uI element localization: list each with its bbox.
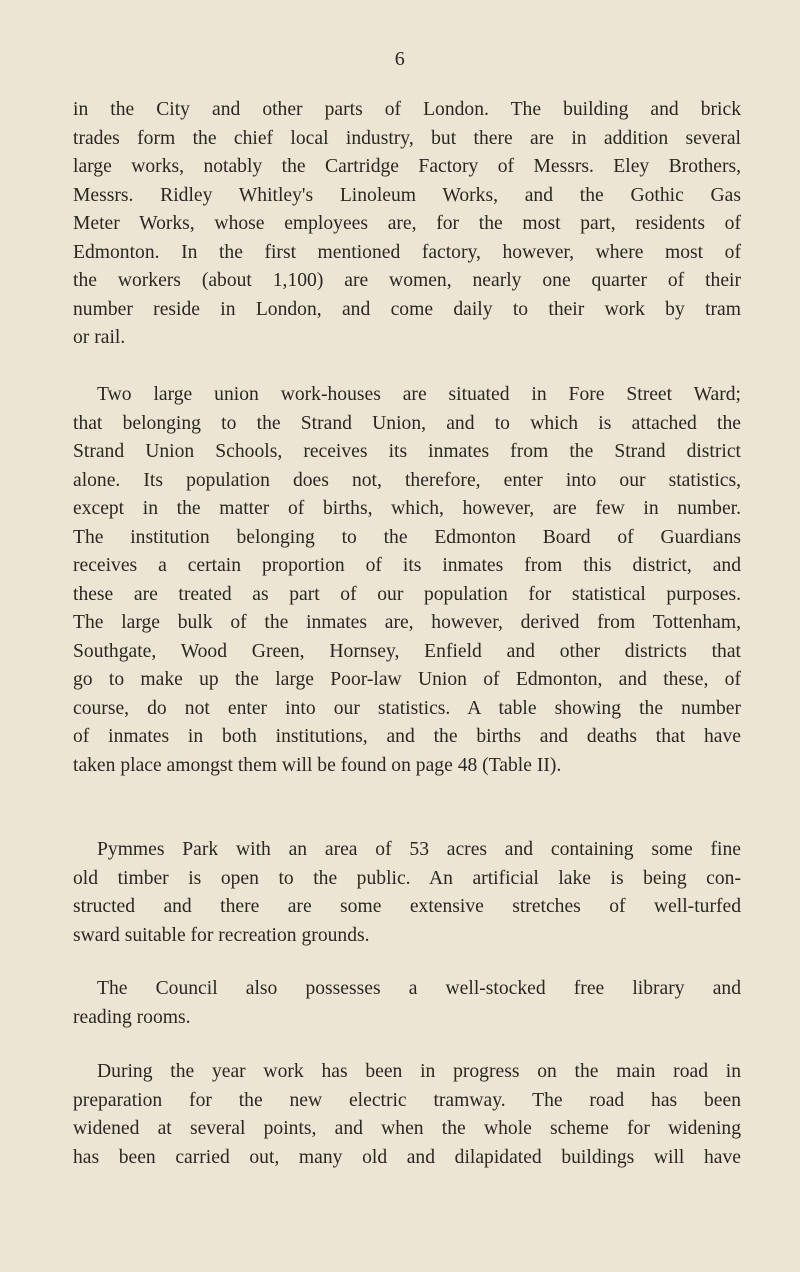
text-line: Messrs. Ridley Whitley's Linoleum Works, and the Gothic Gas bbox=[73, 184, 741, 206]
text-line: go to make up the large Poor-law Union of Edmonton, and these, of bbox=[73, 669, 741, 690]
text-line: Two large union work-houses are situated in Fore Street Ward; bbox=[97, 384, 741, 405]
text-line: in the City and other parts of London. The building and brick bbox=[73, 99, 741, 120]
page-number: 6 bbox=[394, 48, 406, 70]
text-line: taken place amongst them will be found on page 48 (Table II). bbox=[73, 754, 562, 776]
text-line: large works, notably the Cartridge Factory of Messrs. Eley Brothers, bbox=[73, 156, 741, 177]
text-line: preparation for the new electric tramway. The road has been bbox=[73, 1089, 741, 1111]
paragraph-work-houses bbox=[73, 381, 741, 780]
text-line: reading rooms. bbox=[73, 1006, 191, 1028]
text-line: except in the matter of births, which, however, are few in number. bbox=[73, 498, 741, 519]
text-line: the workers (about 1,100) are women, nearly one quarter of their bbox=[73, 270, 741, 291]
text-line: widened at several points, and when the whole scheme for widening bbox=[73, 1118, 741, 1139]
text-line: structed and there are some extensive stretches of well-turfed bbox=[73, 896, 741, 917]
text-line: Southgate, Wood Green, Hornsey, Enfield and other districts that bbox=[73, 640, 741, 662]
text-line: Pymmes Park with an area of 53 acres and containing some fine bbox=[97, 839, 741, 860]
text-line: has been carried out, many old and dilapidated buildings will have bbox=[73, 1146, 741, 1168]
text-line: number reside in London, and come daily to their work by tram bbox=[73, 298, 741, 320]
paragraph-library bbox=[73, 975, 741, 1032]
text-line: The large bulk of the inmates are, however, derived from Tottenham, bbox=[73, 612, 741, 633]
text-line: receives a certain proportion of its inmates from this district, and bbox=[73, 555, 741, 576]
text-line: alone. Its population does not, therefore, enter into our statistics, bbox=[73, 469, 741, 491]
text-line: trades form the chief local industry, but there are in addition several bbox=[73, 127, 741, 149]
paragraph-local-industry bbox=[73, 96, 741, 353]
text-line: old timber is open to the public. An artificial lake is being con- bbox=[73, 867, 741, 889]
text-line: During the year work has been in progress on the main road in bbox=[97, 1061, 741, 1082]
text-line: Meter Works, whose employees are, for the most part, residents of bbox=[73, 213, 741, 234]
text-line: or rail. bbox=[73, 327, 126, 348]
text-line: that belonging to the Strand Union, and to which is attached the bbox=[73, 412, 741, 434]
text-line: The Council also possesses a well-stocked free library and bbox=[97, 978, 741, 999]
text-line: Strand Union Schools, receives its inmates from the Strand district bbox=[73, 441, 741, 462]
text-line: course, do not enter into our statistics. A table showing the number bbox=[73, 697, 741, 719]
text-line: these are treated as part of our population for statistical purposes. bbox=[73, 583, 741, 605]
text-line: of inmates in both institutions, and the births and deaths that have bbox=[73, 726, 741, 747]
text-line: Edmonton. In the first mentioned factory, however, where most of bbox=[73, 241, 741, 263]
paragraph-pymmes-park bbox=[73, 836, 741, 950]
paragraph-tramway bbox=[73, 1058, 741, 1172]
text-line: The institution belonging to the Edmonton Board of Guardians bbox=[73, 526, 741, 548]
text-line: sward suitable for recreation grounds. bbox=[73, 924, 370, 946]
